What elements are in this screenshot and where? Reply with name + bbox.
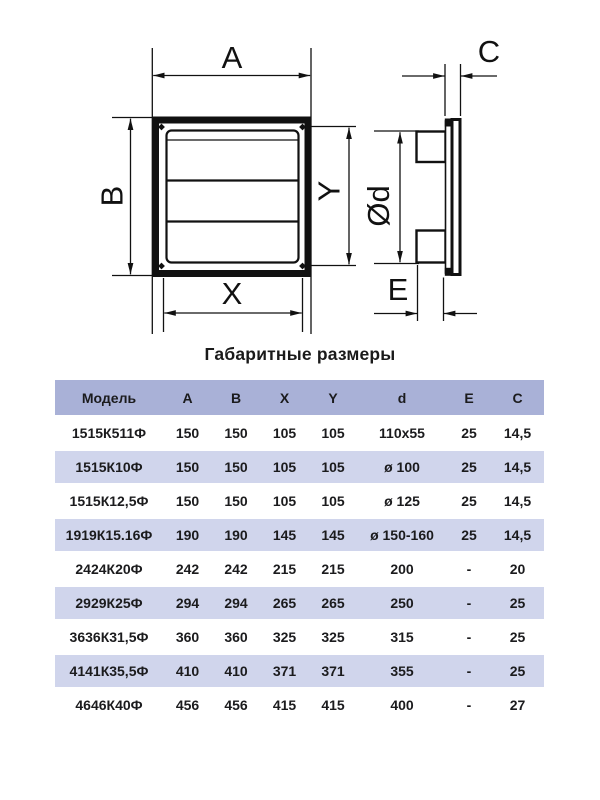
table-row — [55, 587, 544, 621]
value-cell: 25 — [447, 485, 491, 519]
value-cell: 25 — [491, 655, 544, 689]
value-cell: 294 — [163, 587, 212, 621]
column-header-Y: Y — [309, 380, 357, 417]
value-cell: 325 — [309, 621, 357, 655]
value-cell: 145 — [309, 519, 357, 553]
value-cell: 200 — [357, 553, 447, 587]
dim-label-e: E — [387, 272, 409, 307]
side-view-spigot-bottom — [417, 231, 446, 263]
value-cell: 410 — [163, 655, 212, 689]
value-cell: 14,5 — [491, 451, 544, 485]
table-row — [55, 417, 544, 451]
value-cell: 105 — [309, 417, 357, 451]
value-cell: 215 — [309, 553, 357, 587]
model-cell: 4141К35,5Ф — [55, 655, 163, 689]
value-cell: 27 — [491, 689, 544, 723]
side-view-front-plate — [452, 120, 460, 275]
column-header-E: E — [447, 380, 491, 417]
table-row — [55, 451, 544, 485]
table-body — [55, 417, 544, 723]
value-cell: 456 — [212, 689, 260, 723]
table-row — [55, 655, 544, 689]
side-view — [361, 34, 500, 321]
value-cell: ø 125 — [357, 485, 447, 519]
value-cell: 150 — [212, 451, 260, 485]
model-cell: 3636К31,5Ф — [55, 621, 163, 655]
value-cell: 105 — [260, 417, 309, 451]
table-header-row — [55, 380, 544, 417]
model-cell: 1515К12,5Ф — [55, 485, 163, 519]
value-cell: - — [447, 621, 491, 655]
model-cell: 1919К15.16Ф — [55, 519, 163, 553]
dim-label-b: B — [94, 185, 130, 207]
model-cell: 2424К20Ф — [55, 553, 163, 587]
value-cell: 25 — [447, 417, 491, 451]
table-row — [55, 621, 544, 655]
dim-label-x: X — [221, 276, 243, 311]
value-cell: 150 — [163, 485, 212, 519]
dim-label-d: Ød — [361, 185, 396, 227]
front-view-louver-panel — [167, 131, 299, 263]
column-header-B: B — [212, 380, 260, 417]
value-cell: 265 — [260, 587, 309, 621]
value-cell: - — [447, 587, 491, 621]
dim-label-y: Y — [311, 180, 347, 202]
value-cell: ø 100 — [357, 451, 447, 485]
model-cell: 4646К40Ф — [55, 689, 163, 723]
model-cell: 1515К10Ф — [55, 451, 163, 485]
side-view-spigot-top — [417, 132, 446, 163]
model-cell: 2929К25Ф — [55, 587, 163, 621]
value-cell: 360 — [212, 621, 260, 655]
value-cell: - — [447, 655, 491, 689]
table-row — [55, 553, 544, 587]
value-cell: 150 — [212, 417, 260, 451]
dim-label-a: A — [221, 40, 243, 75]
front-view — [95, 40, 357, 334]
value-cell: 410 — [212, 655, 260, 689]
value-cell: 110x55 — [357, 417, 447, 451]
value-cell: 14,5 — [491, 417, 544, 451]
dimension-drawing — [0, 0, 600, 340]
value-cell: 105 — [309, 451, 357, 485]
value-cell: 14,5 — [491, 519, 544, 553]
column-header-A: A — [163, 380, 212, 417]
value-cell: 265 — [309, 587, 357, 621]
value-cell: 105 — [260, 485, 309, 519]
value-cell: 25 — [491, 587, 544, 621]
value-cell: 105 — [309, 485, 357, 519]
table-row — [55, 485, 544, 519]
model-cell: 1515К511Ф — [55, 417, 163, 451]
value-cell: 150 — [163, 451, 212, 485]
value-cell: 145 — [260, 519, 309, 553]
value-cell: 355 — [357, 655, 447, 689]
value-cell: 250 — [357, 587, 447, 621]
value-cell: 14,5 — [491, 485, 544, 519]
dimensions-table — [55, 380, 544, 723]
value-cell: 150 — [163, 417, 212, 451]
value-cell: 242 — [212, 553, 260, 587]
value-cell: 371 — [309, 655, 357, 689]
value-cell: - — [447, 553, 491, 587]
dimensions-table-wrap — [55, 380, 544, 723]
value-cell: 456 — [163, 689, 212, 723]
value-cell: 415 — [309, 689, 357, 723]
value-cell: 415 — [260, 689, 309, 723]
value-cell: 360 — [163, 621, 212, 655]
value-cell: 190 — [212, 519, 260, 553]
table-row — [55, 689, 544, 723]
value-cell: 400 — [357, 689, 447, 723]
value-cell: - — [447, 689, 491, 723]
table-header — [55, 380, 544, 417]
column-header-d: d — [357, 380, 447, 417]
value-cell: 25 — [491, 621, 544, 655]
value-cell: 325 — [260, 621, 309, 655]
column-header-model: Модель — [55, 380, 163, 417]
value-cell: 242 — [163, 553, 212, 587]
value-cell: 25 — [447, 519, 491, 553]
value-cell: 294 — [212, 587, 260, 621]
value-cell: 215 — [260, 553, 309, 587]
column-header-C: C — [491, 380, 544, 417]
value-cell: 315 — [357, 621, 447, 655]
column-header-X: X — [260, 380, 309, 417]
dim-C — [402, 64, 497, 116]
value-cell: 190 — [163, 519, 212, 553]
table-row — [55, 519, 544, 553]
value-cell: 25 — [447, 451, 491, 485]
dim-label-c: C — [477, 34, 501, 69]
value-cell: 371 — [260, 655, 309, 689]
value-cell: ø 150-160 — [357, 519, 447, 553]
value-cell: 20 — [491, 553, 544, 587]
value-cell: 150 — [212, 485, 260, 519]
page-title: Габаритные размеры — [204, 344, 396, 364]
value-cell: 105 — [260, 451, 309, 485]
